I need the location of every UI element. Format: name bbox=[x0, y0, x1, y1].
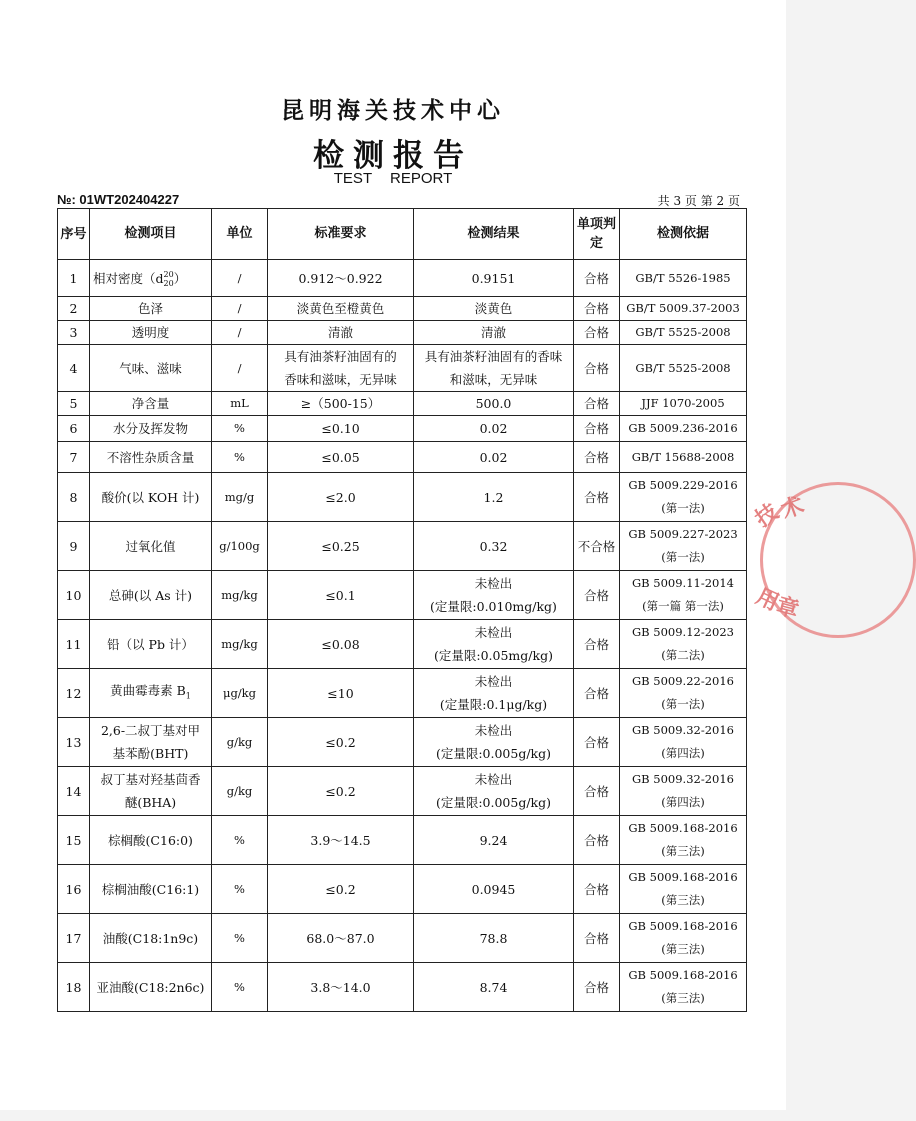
cell-basis-line: GB 5009.11-2014 bbox=[631, 576, 734, 590]
cell-basis bbox=[620, 914, 747, 963]
cell-item bbox=[90, 669, 212, 718]
cell-judgement: 合格 bbox=[574, 297, 620, 321]
cell-judgement: 合格 bbox=[574, 392, 620, 416]
seal-stamp-char: 章 bbox=[773, 592, 802, 624]
cell-judgement: 合格 bbox=[574, 620, 620, 669]
cell-no: 5 bbox=[58, 392, 90, 416]
cell-judgement: 合格 bbox=[574, 718, 620, 767]
cell-result-line: 0.9151 bbox=[471, 270, 516, 286]
cell-item bbox=[90, 718, 212, 767]
cell-requirement: 68.0～87.0 bbox=[268, 914, 414, 963]
cell-judgement: 合格 bbox=[574, 442, 620, 473]
cell-result-line: (定量限:0.010mg/kg) bbox=[430, 599, 557, 614]
table-row bbox=[58, 473, 747, 522]
cell-basis bbox=[620, 816, 747, 865]
table-row bbox=[58, 260, 747, 297]
cell-judgement: 合格 bbox=[574, 669, 620, 718]
cell-requirement: ≤0.2 bbox=[268, 718, 414, 767]
cell-item-text: 黄曲霉毒素 B bbox=[110, 682, 186, 698]
cell-unit: / bbox=[212, 321, 268, 345]
cell-item bbox=[90, 522, 212, 571]
cell-requirement: ≥（500-15） bbox=[268, 392, 414, 416]
col-header-no: 序号 bbox=[58, 209, 90, 260]
cell-no: 7 bbox=[58, 442, 90, 473]
cell-basis-line: GB/T 5525-2008 bbox=[635, 325, 731, 339]
cell-basis-line: GB 5009.32-2016 bbox=[631, 723, 734, 737]
cell-result bbox=[414, 297, 574, 321]
cell-basis-line: GB 5009.168-2016 bbox=[628, 870, 738, 884]
cell-unit: μg/kg bbox=[212, 669, 268, 718]
cell-result-line: 8.74 bbox=[479, 979, 508, 995]
cell-judgement: 合格 bbox=[574, 416, 620, 442]
report-subtitle: TEST REPORT bbox=[333, 170, 453, 187]
cell-result bbox=[414, 416, 574, 442]
cell-basis bbox=[620, 442, 747, 473]
table-row bbox=[58, 522, 747, 571]
col-header-item: 检测项目 bbox=[90, 209, 212, 260]
cell-result-line: (定量限:0.005g/kg) bbox=[435, 795, 552, 810]
cell-basis-line: GB 5009.168-2016 bbox=[628, 821, 738, 835]
cell-unit: mg/kg bbox=[212, 571, 268, 620]
cell-basis bbox=[620, 718, 747, 767]
cell-item-text: 不溶性杂质含量 bbox=[106, 449, 195, 465]
cell-no: 10 bbox=[58, 571, 90, 620]
cell-judgement: 合格 bbox=[574, 816, 620, 865]
cell-unit: % bbox=[212, 865, 268, 914]
cell-result bbox=[414, 442, 574, 473]
col-header-judgement: 单项判定 bbox=[574, 209, 620, 260]
cell-item bbox=[90, 473, 212, 522]
cell-item-text: 油酸(C18:1n9c) bbox=[102, 930, 199, 946]
cell-requirement: 3.9～14.5 bbox=[268, 816, 414, 865]
cell-basis-line: GB 5009.229-2016 bbox=[628, 478, 738, 492]
col-header-unit: 单位 bbox=[212, 209, 268, 260]
cell-result-line: 500.0 bbox=[475, 396, 512, 411]
cell-requirement: ≤0.1 bbox=[268, 571, 414, 620]
cell-requirement-line: 香味和滋味，无异味 bbox=[284, 372, 397, 387]
cell-item-line: 醚(BHA) bbox=[124, 795, 177, 810]
cell-item bbox=[90, 963, 212, 1012]
seal-stamp-char: 术 bbox=[777, 491, 808, 524]
cell-item-text: 净含量 bbox=[131, 396, 170, 411]
cell-result bbox=[414, 963, 574, 1012]
cell-result-line: 0.02 bbox=[479, 449, 508, 465]
cell-basis bbox=[620, 767, 747, 816]
page-info: 共 3 页 第 2 页 bbox=[657, 194, 740, 208]
cell-basis-line: (第四法) bbox=[661, 795, 705, 809]
cell-basis-line: GB 5009.22-2016 bbox=[631, 674, 734, 688]
cell-item bbox=[90, 297, 212, 321]
cell-no: 14 bbox=[58, 767, 90, 816]
cell-judgement: 合格 bbox=[574, 345, 620, 392]
cell-item bbox=[90, 620, 212, 669]
table-row bbox=[58, 571, 747, 620]
table-row bbox=[58, 321, 747, 345]
results-table bbox=[57, 208, 747, 1012]
table-row bbox=[58, 963, 747, 1012]
cell-basis-line: (第二法) bbox=[661, 648, 705, 662]
cell-unit: mL bbox=[212, 392, 268, 416]
cell-result-line: 未检出 bbox=[474, 772, 513, 787]
cell-requirement: ≤0.10 bbox=[268, 416, 414, 442]
cell-item-tail: ） bbox=[173, 270, 187, 286]
cell-basis-line: (第三法) bbox=[661, 893, 705, 907]
cell-item bbox=[90, 416, 212, 442]
cell-result bbox=[414, 914, 574, 963]
cell-result-line: 具有油茶籽油固有的香味 bbox=[424, 349, 563, 364]
cell-item-sub: 20 bbox=[163, 279, 174, 288]
col-header-requirement: 标准要求 bbox=[268, 209, 414, 260]
cell-unit: % bbox=[212, 914, 268, 963]
cell-item bbox=[90, 767, 212, 816]
cell-requirement: ≤0.2 bbox=[268, 865, 414, 914]
cell-unit: g/kg bbox=[212, 767, 268, 816]
cell-unit: g/kg bbox=[212, 718, 268, 767]
table-row bbox=[58, 620, 747, 669]
cell-result bbox=[414, 816, 574, 865]
table-row bbox=[58, 442, 747, 473]
cell-no: 17 bbox=[58, 914, 90, 963]
cell-no: 8 bbox=[58, 473, 90, 522]
organization-name: 昆明海关技术中心 bbox=[281, 97, 505, 124]
table-row bbox=[58, 767, 747, 816]
cell-no: 2 bbox=[58, 297, 90, 321]
table-row bbox=[58, 416, 747, 442]
cell-unit: g/100g bbox=[212, 522, 268, 571]
table-row bbox=[58, 392, 747, 416]
cell-result bbox=[414, 865, 574, 914]
cell-result-line: 未检出 bbox=[474, 576, 513, 591]
cell-item bbox=[90, 392, 212, 416]
cell-item bbox=[90, 914, 212, 963]
cell-item-line: 2,6-二叔丁基对甲 bbox=[100, 723, 201, 738]
cell-judgement: 合格 bbox=[574, 767, 620, 816]
cell-unit: % bbox=[212, 963, 268, 1012]
report-number: №: 01WT202404227 bbox=[57, 192, 180, 207]
cell-basis-line: GB/T 5009.37-2003 bbox=[626, 301, 740, 315]
table-header-row bbox=[58, 209, 747, 260]
cell-requirement: ≤0.08 bbox=[268, 620, 414, 669]
cell-unit: % bbox=[212, 816, 268, 865]
cell-unit: / bbox=[212, 260, 268, 297]
cell-item-text: 亚油酸(C18:2n6c) bbox=[96, 979, 205, 995]
cell-unit: mg/kg bbox=[212, 620, 268, 669]
cell-result bbox=[414, 321, 574, 345]
cell-requirement: 清澈 bbox=[268, 321, 414, 345]
cell-item bbox=[90, 321, 212, 345]
cell-unit: / bbox=[212, 297, 268, 321]
cell-basis-line: GB 5009.168-2016 bbox=[628, 919, 738, 933]
cell-requirement: 3.8～14.0 bbox=[268, 963, 414, 1012]
cell-requirement: ≤0.2 bbox=[268, 767, 414, 816]
cell-item-text: 气味、滋味 bbox=[119, 360, 182, 376]
cell-requirement: 0.912～0.922 bbox=[268, 260, 414, 297]
cell-basis-line: GB 5009.227-2023 bbox=[628, 527, 738, 541]
cell-result-line: 0.02 bbox=[479, 421, 508, 436]
cell-basis bbox=[620, 260, 747, 297]
cell-result bbox=[414, 767, 574, 816]
cell-judgement: 合格 bbox=[574, 260, 620, 297]
seal-stamp-char: 技 bbox=[750, 498, 784, 533]
cell-basis-line: (第一篇 第一法) bbox=[642, 599, 724, 613]
cell-item bbox=[90, 260, 212, 297]
cell-item-text: 总砷(以 As 计) bbox=[108, 587, 193, 603]
cell-result bbox=[414, 345, 574, 392]
cell-no: 4 bbox=[58, 345, 90, 392]
cell-no: 18 bbox=[58, 963, 90, 1012]
cell-result-line: 淡黄色 bbox=[474, 301, 513, 316]
cell-basis-line: (第一法) bbox=[661, 550, 705, 564]
cell-no: 11 bbox=[58, 620, 90, 669]
cell-basis bbox=[620, 416, 747, 442]
results-body bbox=[58, 260, 747, 1012]
cell-basis-line: GB 5009.168-2016 bbox=[628, 968, 738, 982]
cell-basis-line: (第三法) bbox=[661, 844, 705, 858]
cell-judgement: 合格 bbox=[574, 865, 620, 914]
cell-result-line: (定量限:0.1μg/kg) bbox=[439, 697, 548, 712]
cell-item bbox=[90, 571, 212, 620]
cell-result-line: 9.24 bbox=[479, 832, 508, 848]
cell-item-text: 棕榈油酸(C16:1) bbox=[101, 881, 200, 897]
cell-result bbox=[414, 260, 574, 297]
cell-basis bbox=[620, 620, 747, 669]
cell-basis bbox=[620, 571, 747, 620]
cell-basis bbox=[620, 345, 747, 392]
table-row bbox=[58, 345, 747, 392]
cell-item-sup: 20 bbox=[163, 270, 174, 279]
cell-item-text: 相对密度（d bbox=[93, 270, 164, 286]
cell-result-line: (定量限:0.05mg/kg) bbox=[434, 648, 553, 663]
cell-no: 13 bbox=[58, 718, 90, 767]
cell-result bbox=[414, 718, 574, 767]
table-row bbox=[58, 718, 747, 767]
cell-basis-line: GB/T 5526-1985 bbox=[635, 270, 731, 285]
cell-item-text: 铅（以 Pb 计） bbox=[107, 636, 194, 652]
cell-result-line: 0.32 bbox=[479, 538, 508, 554]
cell-item-line: 基苯酚(BHT) bbox=[112, 746, 189, 761]
cell-result-line: 清澈 bbox=[480, 325, 506, 340]
table-row bbox=[58, 669, 747, 718]
cell-result-line: 1.2 bbox=[483, 489, 504, 505]
cell-basis-line: GB 5009.236-2016 bbox=[628, 421, 738, 435]
cell-judgement: 合格 bbox=[574, 473, 620, 522]
cell-basis bbox=[620, 473, 747, 522]
cell-basis bbox=[620, 392, 747, 416]
cell-requirement bbox=[268, 345, 414, 392]
cell-requirement: ≤10 bbox=[268, 669, 414, 718]
cell-no: 3 bbox=[58, 321, 90, 345]
cell-item-text: 过氧化值 bbox=[125, 538, 176, 554]
cell-unit: / bbox=[212, 345, 268, 392]
cell-item-text: 透明度 bbox=[131, 325, 170, 340]
cell-requirement-line: 具有油茶籽油固有的 bbox=[284, 349, 397, 364]
cell-item-text: 棕榈酸(C16:0) bbox=[108, 832, 193, 848]
cell-no: 15 bbox=[58, 816, 90, 865]
cell-basis-line: (第三法) bbox=[661, 991, 705, 1005]
cell-requirement: ≤2.0 bbox=[268, 473, 414, 522]
cell-basis bbox=[620, 297, 747, 321]
cell-result-line: 和滋味，无异味 bbox=[449, 372, 538, 387]
seal-stamp bbox=[750, 482, 916, 638]
cell-item-text: 色泽 bbox=[137, 301, 163, 316]
table-row bbox=[58, 297, 747, 321]
cell-basis bbox=[620, 865, 747, 914]
cell-result-line: 未检出 bbox=[474, 625, 513, 640]
cell-judgement: 合格 bbox=[574, 571, 620, 620]
cell-result bbox=[414, 620, 574, 669]
cell-basis bbox=[620, 321, 747, 345]
cell-judgement: 合格 bbox=[574, 963, 620, 1012]
cell-item-text: 酸价(以 KOH 计) bbox=[101, 489, 200, 505]
cell-no: 9 bbox=[58, 522, 90, 571]
cell-item-line: 叔丁基对羟基茴香 bbox=[100, 772, 201, 787]
cell-item-text: 水分及挥发物 bbox=[112, 421, 188, 436]
cell-basis-line: GB 5009.32-2016 bbox=[631, 772, 734, 786]
cell-result-line: 未检出 bbox=[474, 674, 513, 689]
cell-basis-line: (第一法) bbox=[661, 697, 705, 711]
col-header-basis: 检测依据 bbox=[620, 209, 747, 260]
cell-basis-line: GB/T 5525-2008 bbox=[635, 360, 731, 375]
cell-result bbox=[414, 571, 574, 620]
cell-no: 6 bbox=[58, 416, 90, 442]
cell-basis-line: JJF 1070-2005 bbox=[641, 396, 725, 410]
cell-no: 1 bbox=[58, 260, 90, 297]
cell-judgement: 合格 bbox=[574, 914, 620, 963]
cell-unit: % bbox=[212, 416, 268, 442]
cell-result-line: (定量限:0.005g/kg) bbox=[435, 746, 552, 761]
cell-item bbox=[90, 345, 212, 392]
table-row bbox=[58, 816, 747, 865]
cell-result-line: 0.0945 bbox=[471, 881, 516, 897]
cell-unit: mg/g bbox=[212, 473, 268, 522]
cell-basis-line: (第三法) bbox=[661, 942, 705, 956]
table-row bbox=[58, 914, 747, 963]
cell-basis-line: (第一法) bbox=[661, 501, 705, 515]
cell-item-sub: 1 bbox=[185, 691, 191, 701]
cell-unit: % bbox=[212, 442, 268, 473]
col-header-result: 检测结果 bbox=[414, 209, 574, 260]
cell-result bbox=[414, 473, 574, 522]
cell-no: 16 bbox=[58, 865, 90, 914]
cell-basis-line: GB/T 15688-2008 bbox=[631, 449, 735, 464]
report-title: 检测报告 bbox=[313, 138, 473, 174]
cell-basis-line: GB 5009.12-2023 bbox=[631, 625, 734, 639]
seal-stamp-char: 用 bbox=[751, 583, 783, 617]
cell-basis bbox=[620, 669, 747, 718]
cell-judgement: 合格 bbox=[574, 321, 620, 345]
cell-result-line: 78.8 bbox=[479, 930, 508, 946]
cell-item bbox=[90, 865, 212, 914]
table-row bbox=[58, 865, 747, 914]
cell-basis bbox=[620, 522, 747, 571]
cell-requirement: 淡黄色至橙黄色 bbox=[268, 297, 414, 321]
cell-requirement: ≤0.05 bbox=[268, 442, 414, 473]
cell-item bbox=[90, 816, 212, 865]
cell-basis-line: (第四法) bbox=[661, 746, 705, 760]
cell-judgement: 不合格 bbox=[574, 522, 620, 571]
cell-result bbox=[414, 669, 574, 718]
cell-no: 12 bbox=[58, 669, 90, 718]
cell-result-line: 未检出 bbox=[474, 723, 513, 738]
cell-basis bbox=[620, 963, 747, 1012]
cell-result bbox=[414, 392, 574, 416]
cell-item bbox=[90, 442, 212, 473]
cell-requirement: ≤0.25 bbox=[268, 522, 414, 571]
cell-result bbox=[414, 522, 574, 571]
